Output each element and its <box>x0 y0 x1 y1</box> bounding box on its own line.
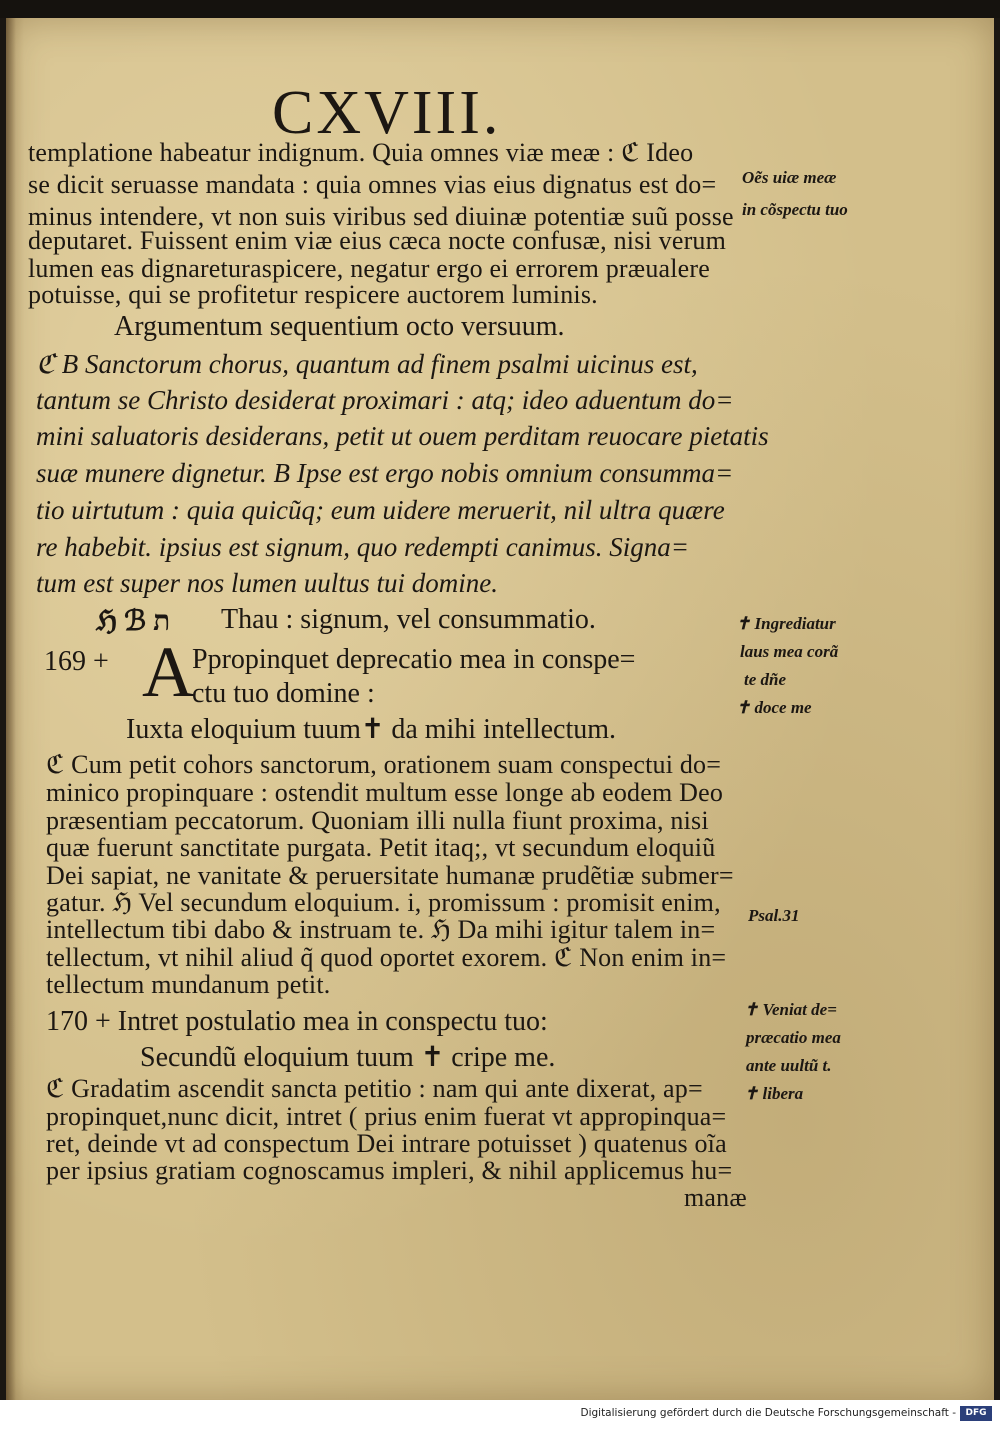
verse-169-line: Iuxta eloquium tuum✝ da mihi intellectum. <box>126 714 617 745</box>
drop-cap: A <box>142 632 194 712</box>
text-line: lumen eas dignareturaspicere, negatur ergo ei errorem præualere <box>28 254 711 283</box>
margin-line: in cõspectu tuo <box>742 200 848 219</box>
text-line: propinquet,nunc dicit, intret ( prius enim fuerat vt appropinqua= <box>46 1102 727 1131</box>
text-line: mini saluatoris desiderans, petit ut ouem perditam reuocare pietatis <box>36 421 769 451</box>
book-page <box>6 18 994 1400</box>
margin-line: præcatio mea <box>746 1028 841 1047</box>
text-line: Dei sapiat, ne vanitate & peruersitate humanæ prudẽtiæ submer= <box>46 861 734 890</box>
text-line: ret, deinde vt ad conspectum Dei intrare potuisset ) quatenus oĩa <box>46 1129 727 1158</box>
verse-169-line: Ppropinquet deprecatio mea in conspe= <box>192 644 636 675</box>
margin-line: te dñe <box>744 670 787 689</box>
text-line: tio uirtutum : quia quicũq; eum uidere meruerit, nil ultra quære <box>36 495 725 525</box>
text-line: ℭ B Sanctorum chorus, quantum ad finem psalmi uicinus est, <box>36 349 698 379</box>
text-line: tellectum mundanum petit. <box>46 970 331 999</box>
text-line: gatur. ℌ Vel secundum eloquium. i, promissum : promisit enim, <box>46 888 721 917</box>
text-line: tum est super nos lumen uultus tui domine. <box>36 568 498 598</box>
text-line: per ipsius gratiam cognoscamus impleri, & nihil applicemus hu= <box>46 1156 733 1185</box>
verse-169-line: ctu tuo domine : <box>192 678 375 709</box>
text-line: re habebit. ipsius est signum, quo redempti canimus. Signa= <box>36 532 689 562</box>
text-line: se dicit seruasse mandata : quia omnes vias eius dignatus est do= <box>28 170 717 199</box>
margin-note-3: Psal.31 <box>748 906 800 925</box>
text-line: præsentiam peccatorum. Quoniam illi nulla fiunt proxima, nisi <box>46 806 709 835</box>
margin-line: ✝ doce me <box>736 698 812 717</box>
dfg-logo: DFG <box>960 1406 992 1421</box>
text-line: tantum se Christo desiderat proximari : atq; ideo aduentum do= <box>36 385 734 415</box>
text-line: quæ fuerunt sanctitate purgata. Petit itaq;, vt secundum eloquiũ <box>46 833 716 862</box>
text-line: manæ <box>684 1183 747 1212</box>
text-line: ℭ Gradatim ascendit sancta petitio : nam qui ante dixerat, ap= <box>46 1074 703 1103</box>
gutter-shadow <box>6 18 16 1400</box>
margin-line: laus mea corã <box>740 642 839 661</box>
page-number: CXVIII. <box>272 79 502 147</box>
text-line: ℭ Cum petit cohors sanctorum, orationem suam conspectui do= <box>46 750 722 779</box>
verse-170-line: Secundũ eloquium tuum ✝ cripe me. <box>140 1042 556 1073</box>
text-line: intellectum tibi dabo & instruam te. ℌ Da mihi igitur talem in= <box>46 915 716 944</box>
text-line: minus intendere, vt non suis viribus sed diuinæ potentiæ suũ posse <box>28 202 734 231</box>
margin-line: Oẽs uiæ meæ <box>742 168 837 187</box>
hebrew-letters: ℌ ℬ ת <box>96 606 171 637</box>
text-line: tellectum, vt nihil aliud q̃ quod oportet exorem. ℭ Non enim in= <box>46 943 727 972</box>
thau-line: Thau : signum, vel consummatio. <box>221 604 596 635</box>
text-line: potuisse, qui se profitetur respicere auctorem luminis. <box>28 280 598 309</box>
margin-line: ✝ libera <box>744 1084 804 1103</box>
margin-line: ✝ Ingrediatur <box>736 614 836 633</box>
funding-credit: Digitalisierung gefördert durch die Deutsche Forschungsgemeinschaft - <box>580 1407 956 1419</box>
verse-170-line: 170 + Intret postulatio mea in conspectu tuo: <box>46 1006 548 1037</box>
text-line: suæ munere dignetur. B Ipse est ergo nobis omnium consumma= <box>36 458 734 488</box>
text-line: minico propinquare : ostendit multum esse longe ab eodem Deo <box>46 778 724 807</box>
margin-line: ante uultũ t. <box>746 1056 832 1075</box>
scan-border-top <box>0 0 1000 18</box>
text-line: templatione habeatur indignum. Quia omnes viæ meæ : ℭ Ideo <box>28 138 694 167</box>
margin-line: ✝ Veniat de= <box>744 1000 837 1019</box>
footer-bar <box>0 1400 1000 1429</box>
verse-number-169: 169 + <box>44 646 109 677</box>
argument-heading: Argumentum sequentium octo versuum. <box>114 311 565 342</box>
text-line: deputaret. Fuissent enim viæ eius cæca nocte confusæ, nisi verum <box>28 226 727 255</box>
